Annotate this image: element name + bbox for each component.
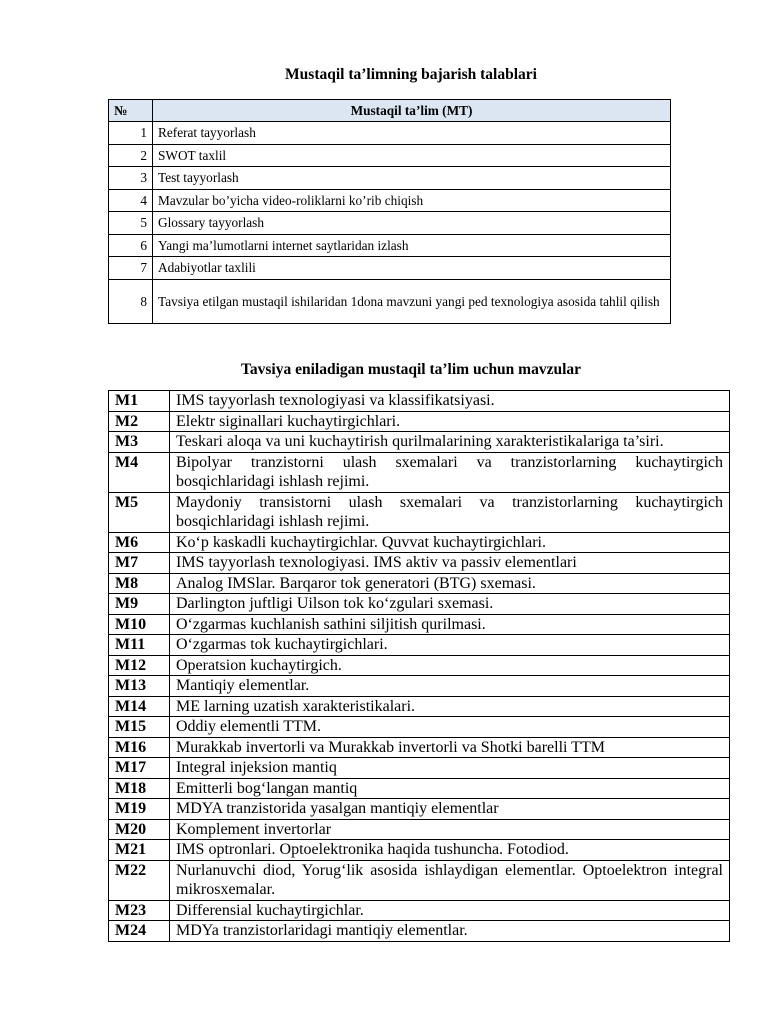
- topic-text: IMS tayyorlash texnologiyasi. IMS aktiv va passiv elementlari: [170, 553, 730, 574]
- topic-text: Maydoniy transistorni ulash sxemalari va tranzistorlarning kuchaytirgich bosqichlaridagi ishlash rejimi.: [170, 492, 730, 532]
- topic-code: M14: [109, 696, 170, 717]
- topic-row: [109, 411, 730, 432]
- topic-row: [109, 432, 730, 453]
- topic-code: M21: [109, 840, 170, 861]
- table-row: [109, 234, 671, 257]
- topic-row: [109, 758, 730, 779]
- topic-code: M8: [109, 573, 170, 594]
- topic-text: MDYa tranzistorlaridagi mantiqiy elementlar.: [170, 921, 730, 942]
- topic-text: Ko‘p kaskadli kuchaytirgichlar. Quvvat kuchaytirgichlari.: [170, 532, 730, 553]
- topics-title: Tavsiya eniladigan mustaqil ta’lim uchun mavzular: [240, 361, 582, 378]
- row-number: 5: [109, 212, 153, 235]
- topic-code: M22: [109, 860, 170, 900]
- topic-row: [109, 921, 730, 942]
- row-text: Test tayyorlash: [153, 167, 671, 190]
- row-number: 4: [109, 189, 153, 212]
- topic-code: M6: [109, 532, 170, 553]
- row-number: 3: [109, 167, 153, 190]
- requirements-title: Mustaqil ta’limning bajarish talablari: [285, 66, 537, 83]
- requirements-table: [108, 99, 671, 324]
- topic-row: [109, 900, 730, 921]
- topic-text: Operatsion kuchaytirgich.: [170, 655, 730, 676]
- topic-code: M23: [109, 900, 170, 921]
- topic-code: M2: [109, 411, 170, 432]
- topic-code: M9: [109, 594, 170, 615]
- topic-code: M16: [109, 737, 170, 758]
- topic-code: M12: [109, 655, 170, 676]
- table-row: [109, 257, 671, 280]
- topic-code: M1: [109, 391, 170, 412]
- topic-text: Mantiqiy elementlar.: [170, 676, 730, 697]
- topic-row: [109, 492, 730, 532]
- table-row: [109, 167, 671, 190]
- topic-text: Differensial kuchaytirgichlar.: [170, 900, 730, 921]
- topic-row: [109, 553, 730, 574]
- topic-text: Emitterli bog‘langan mantiq: [170, 778, 730, 799]
- topic-text: ME larning uzatish xarakteristikalari.: [170, 696, 730, 717]
- table-header-row: [109, 100, 671, 122]
- topic-row: [109, 655, 730, 676]
- topic-row: [109, 799, 730, 820]
- topic-text: MDYA tranzistorida yasalgan mantiqiy elementlar: [170, 799, 730, 820]
- topic-code: M10: [109, 614, 170, 635]
- topic-code: M18: [109, 778, 170, 799]
- topic-code: M7: [109, 553, 170, 574]
- topic-code: M24: [109, 921, 170, 942]
- topic-code: M20: [109, 819, 170, 840]
- topic-code: M5: [109, 492, 170, 532]
- row-number: 1: [109, 122, 153, 145]
- topic-text: Teskari aloqa va uni kuchaytirish qurilmalarining xarakteristikalariga ta’siri.: [170, 432, 730, 453]
- topic-row: [109, 573, 730, 594]
- topic-row: [109, 676, 730, 697]
- topic-code: M15: [109, 717, 170, 738]
- header-number: №: [109, 100, 153, 122]
- topic-row: [109, 778, 730, 799]
- topic-row: [109, 717, 730, 738]
- topic-row: [109, 840, 730, 861]
- row-number: 8: [109, 279, 153, 323]
- topic-text: IMS tayyorlash texnologiyasi va klassifikatsiyasi.: [170, 391, 730, 412]
- topic-text: O‘zgarmas kuchlanish sathini siljitish qurilmasi.: [170, 614, 730, 635]
- topic-text: Nurlanuvchi diod, Yorug‘lik asosida ishlaydigan elementlar. Optoelektron integral mikrosxemalar.: [170, 860, 730, 900]
- topics-table: [108, 390, 730, 942]
- row-text: Tavsiya etilgan mustaqil ishilaridan 1dona mavzuni yangi ped texnologiya asosida tahlil qilish: [153, 279, 671, 323]
- table-row: [109, 279, 671, 323]
- topic-row: [109, 737, 730, 758]
- topic-text: O‘zgarmas tok kuchaytirgichlari.: [170, 635, 730, 656]
- topic-text: Analog IMSlar. Barqaror tok generatori (BTG) sxemasi.: [170, 573, 730, 594]
- topic-code: M11: [109, 635, 170, 656]
- row-number: 7: [109, 257, 153, 280]
- topic-row: [109, 532, 730, 553]
- row-number: 2: [109, 144, 153, 167]
- topic-row: [109, 696, 730, 717]
- row-text: SWOT taxlil: [153, 144, 671, 167]
- topic-text: Elektr siginallari kuchaytirgichlari.: [170, 411, 730, 432]
- topic-row: [109, 635, 730, 656]
- topic-text: Darlington juftligi Uilson tok ko‘zgulari sxemasi.: [170, 594, 730, 615]
- topic-text: Integral injeksion mantiq: [170, 758, 730, 779]
- row-number: 6: [109, 234, 153, 257]
- row-text: Mavzular bo’yicha video-roliklarni ko’rib chiqish: [153, 189, 671, 212]
- table-row: [109, 212, 671, 235]
- topic-row: [109, 860, 730, 900]
- topic-code: M13: [109, 676, 170, 697]
- topic-row: [109, 594, 730, 615]
- topic-row: [109, 614, 730, 635]
- table-row: [109, 144, 671, 167]
- topic-text: Komplement invertorlar: [170, 819, 730, 840]
- header-column: Mustaqil ta’lim (MT): [153, 100, 671, 122]
- topic-text: Bipolyar tranzistorni ulash sxemalari va tranzistorlarning kuchaytirgich bosqichlaridagi ishlash rejimi.: [170, 452, 730, 492]
- topic-code: M3: [109, 432, 170, 453]
- topic-text: Murakkab invertorli va Murakkab invertorli va Shotki barelli TTM: [170, 737, 730, 758]
- topic-row: [109, 391, 730, 412]
- table-row: [109, 189, 671, 212]
- topic-code: M19: [109, 799, 170, 820]
- row-text: Yangi ma’lumotlarni internet saytlaridan izlash: [153, 234, 671, 257]
- topic-row: [109, 819, 730, 840]
- table-row: [109, 122, 671, 145]
- row-text: Glossary tayyorlash: [153, 212, 671, 235]
- row-text: Referat tayyorlash: [153, 122, 671, 145]
- topic-text: IMS optronlari. Optoelektronika haqida tushuncha. Fotodiod.: [170, 840, 730, 861]
- topic-code: M17: [109, 758, 170, 779]
- row-text: Adabiyotlar taxlili: [153, 257, 671, 280]
- topic-code: M4: [109, 452, 170, 492]
- topic-text: Oddiy elementli TTM.: [170, 717, 730, 738]
- topic-row: [109, 452, 730, 492]
